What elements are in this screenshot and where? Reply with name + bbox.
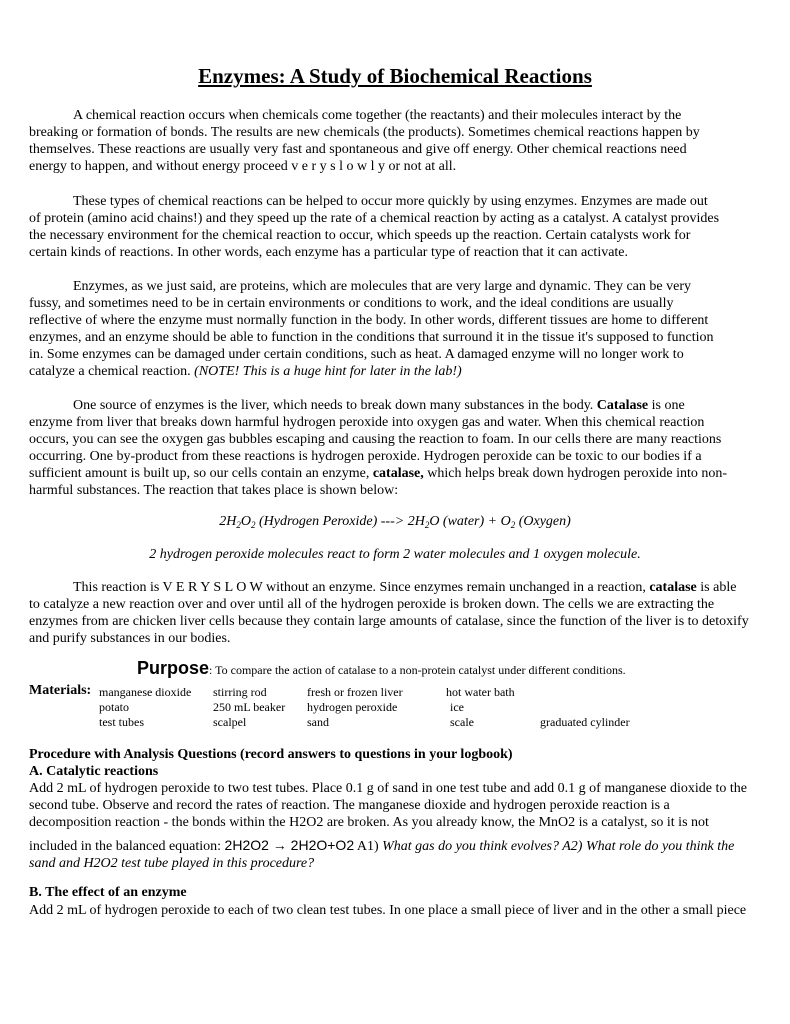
text-line-content: sufficient amount is built up, so our cells contain an enzyme, (29, 466, 373, 481)
text-line (29, 363, 764, 380)
text-line-content: included in the balanced equation: (29, 839, 225, 854)
text-line-content: A chemical reaction occurs when chemicals come together (the reactants) and their molecules interact by the (73, 108, 682, 123)
enzymes-catalyst-paragraph (29, 193, 764, 261)
text-line (29, 579, 764, 596)
materials-column (540, 715, 630, 730)
text-line-content: catalyze a chemical reaction. (29, 364, 195, 379)
equation-part: (Oxygen) (515, 514, 571, 529)
text-line: second tube. Observe and record the rates of reaction. The manganese dioxide and hydrogen peroxide reaction is a (29, 798, 670, 813)
equation-subscript: 2 (424, 520, 430, 530)
slow-reaction-paragraph (29, 579, 764, 647)
hint-note: (NOTE! This is a huge hint for later in the lab!) (194, 364, 462, 379)
material-item: manganese dioxide (99, 685, 192, 699)
text-line: occurs, you can see the oxygen gas bubbles escaping and causing the reaction to foam. In our cells there are many reactions (29, 432, 722, 447)
intro-paragraph (29, 107, 764, 175)
material-item: hot water bath (446, 685, 515, 699)
material-item: 250 mL beaker (213, 700, 286, 714)
equation-caption: 2 hydrogen peroxide molecules react to form 2 water molecules and 1 oxygen molecule. (149, 547, 641, 562)
catalase-term: catalase, (372, 466, 424, 481)
section-b-text (29, 902, 764, 919)
purpose-colon: : (209, 663, 216, 677)
material-item: scalpel (213, 715, 247, 729)
material-item: ice (450, 700, 464, 714)
material-item: fresh or frozen liver (307, 685, 403, 699)
material-item: hydrogen peroxide (307, 700, 398, 714)
text-line: enzyme from liver that breaks down harmful hydrogen peroxide into oxygen gas and water. When this chemical reaction (29, 415, 705, 430)
text-line: Add 2 mL of hydrogen peroxide to each of two clean test tubes. In one place a small piece of liver and in the other a small piece (29, 903, 747, 918)
equation-subscript: 2 (250, 520, 256, 530)
text-line (29, 278, 764, 295)
catalase-term: Catalase (596, 398, 649, 413)
text-line: harmful substances. The reaction that takes place is shown below: (29, 483, 399, 498)
text-line: certain kinds of reactions. In other words, each enzyme has a particular type of reaction that it can activate. (29, 245, 629, 260)
text-line-content: is one (648, 398, 685, 413)
section-b-heading: B. The effect of an enzyme (29, 885, 187, 900)
reaction-equation (0, 513, 790, 531)
balanced-equation: 2H2O2 → 2H2O+O2 (224, 837, 355, 853)
text-line: the necessary environment for the chemical reaction to occur, which speeds up the reaction. Certain catalysts work for (29, 228, 691, 243)
text-line: occurring. One by-product from these reactions is hydrogen peroxide. Hydrogen peroxide can be toxic to our bodies if a (29, 449, 702, 464)
text-line (29, 465, 764, 482)
material-item: sand (307, 715, 329, 729)
equation-subscript: 2 (236, 520, 241, 530)
equation-part: (Hydrogen Peroxide) ---> 2H (255, 514, 425, 529)
text-line: of protein (amino acid chains!) and they speed up the rate of a chemical reaction by acting as a catalyst. A catalyst provides (29, 211, 720, 226)
materials-column (99, 685, 191, 730)
text-line (29, 397, 764, 414)
text-line: decomposition reaction - the bonds within the H2O2 are broken. As you already know, the MnO2 is a catalyst, so it is not (29, 815, 709, 830)
catalase-term: catalase (649, 580, 697, 595)
text-line (29, 193, 764, 210)
text-line: Add 2 mL of hydrogen peroxide to two test tubes. Place 0.1 g of sand in one test tube and add 0.1 g of manganese dioxide to the (29, 781, 747, 796)
material-item: potato (99, 700, 129, 714)
text-line: in. Some enzymes can be damaged under certain conditions, such as heat. A damaged enzyme will no longer work to (29, 347, 684, 362)
text-line: enzymes, and an enzyme should be able to function in the conditions that surround it in the tissue it's supposed to function (29, 330, 714, 345)
text-line (29, 837, 764, 855)
equation-subscript: 2 (510, 520, 516, 530)
text-line-content: Enzymes, as we just said, are proteins, which are molecules that are very large and dynamic. They can be very (73, 279, 691, 294)
equation-part: 2H (219, 514, 237, 529)
text-line: to catalyze a new reaction over and over until all of the hydrogen peroxide is broken down. The cells we are extracting the (29, 597, 715, 612)
section-a-text (29, 780, 764, 872)
text-line-content: One source of enzymes is the liver, which needs to break down many substances in the body. (73, 398, 597, 413)
analysis-question: sand and H2O2 test tube played in this procedure? (29, 856, 315, 871)
text-line-content: This reaction is V E R Y S L O W without an enzyme. Since enzymes remain unchanged in a reaction, (73, 580, 650, 595)
materials-column (307, 685, 403, 730)
enzymes-proteins-paragraph (29, 278, 764, 380)
purpose-label: Purpose (137, 658, 210, 678)
text-line: themselves. These reactions are usually very fast and spontaneous and give off energy. Other chemical reactions need (29, 142, 687, 157)
text-line: energy to happen, and without energy proceed v e r y s l o w l y or not at all. (29, 159, 457, 174)
liver-catalase-paragraph (29, 397, 764, 499)
equation-part: O (water) + O (429, 514, 511, 529)
analysis-question: What gas do you think evolves? A2) What role do you think the (382, 839, 735, 854)
text-line: reflective of where the enzyme must normally function in the body. In other words, different tissues are home to different (29, 313, 709, 328)
text-line: and purify substances in our bodies. (29, 631, 231, 646)
text-line-content: These types of chemical reactions can be helped to occur more quickly by using enzymes. Enzymes are made out (73, 194, 708, 209)
text-line (29, 107, 764, 124)
procedure-heading: Procedure with Analysis Questions (record answers to questions in your logbook) (29, 747, 513, 762)
materials-column (446, 685, 515, 730)
text-line: fussy, and sometimes need to be in certain environments or conditions to work, and the ideal conditions are usually (29, 296, 674, 311)
equation-part: O (240, 514, 251, 529)
text-line-content: is able (696, 580, 737, 595)
section-a-heading: A. Catalytic reactions (29, 764, 159, 779)
materials-label: Materials: (29, 683, 92, 698)
material-item: scale (450, 715, 474, 729)
material-item: test tubes (99, 715, 144, 729)
question-number: A1) (354, 839, 383, 854)
material-item: graduated cylinder (540, 715, 630, 729)
purpose-line (137, 660, 626, 679)
materials-column (213, 685, 285, 730)
text-line: breaking or formation of bonds. The results are new chemicals (the products). Sometimes chemical reactions happen by (29, 125, 700, 140)
text-line: enzymes from are chicken liver cells because they contain large amounts of catalase, since the function of the liver is to detoxify (29, 614, 749, 629)
page-title: Enzymes: A Study of Biochemical Reactions (198, 64, 592, 88)
material-item: stirring rod (213, 685, 267, 699)
purpose-text: To compare the action of catalase to a non-protein catalyst under different conditions. (215, 663, 626, 677)
text-line-content: which helps break down hydrogen peroxide into non- (423, 466, 728, 481)
